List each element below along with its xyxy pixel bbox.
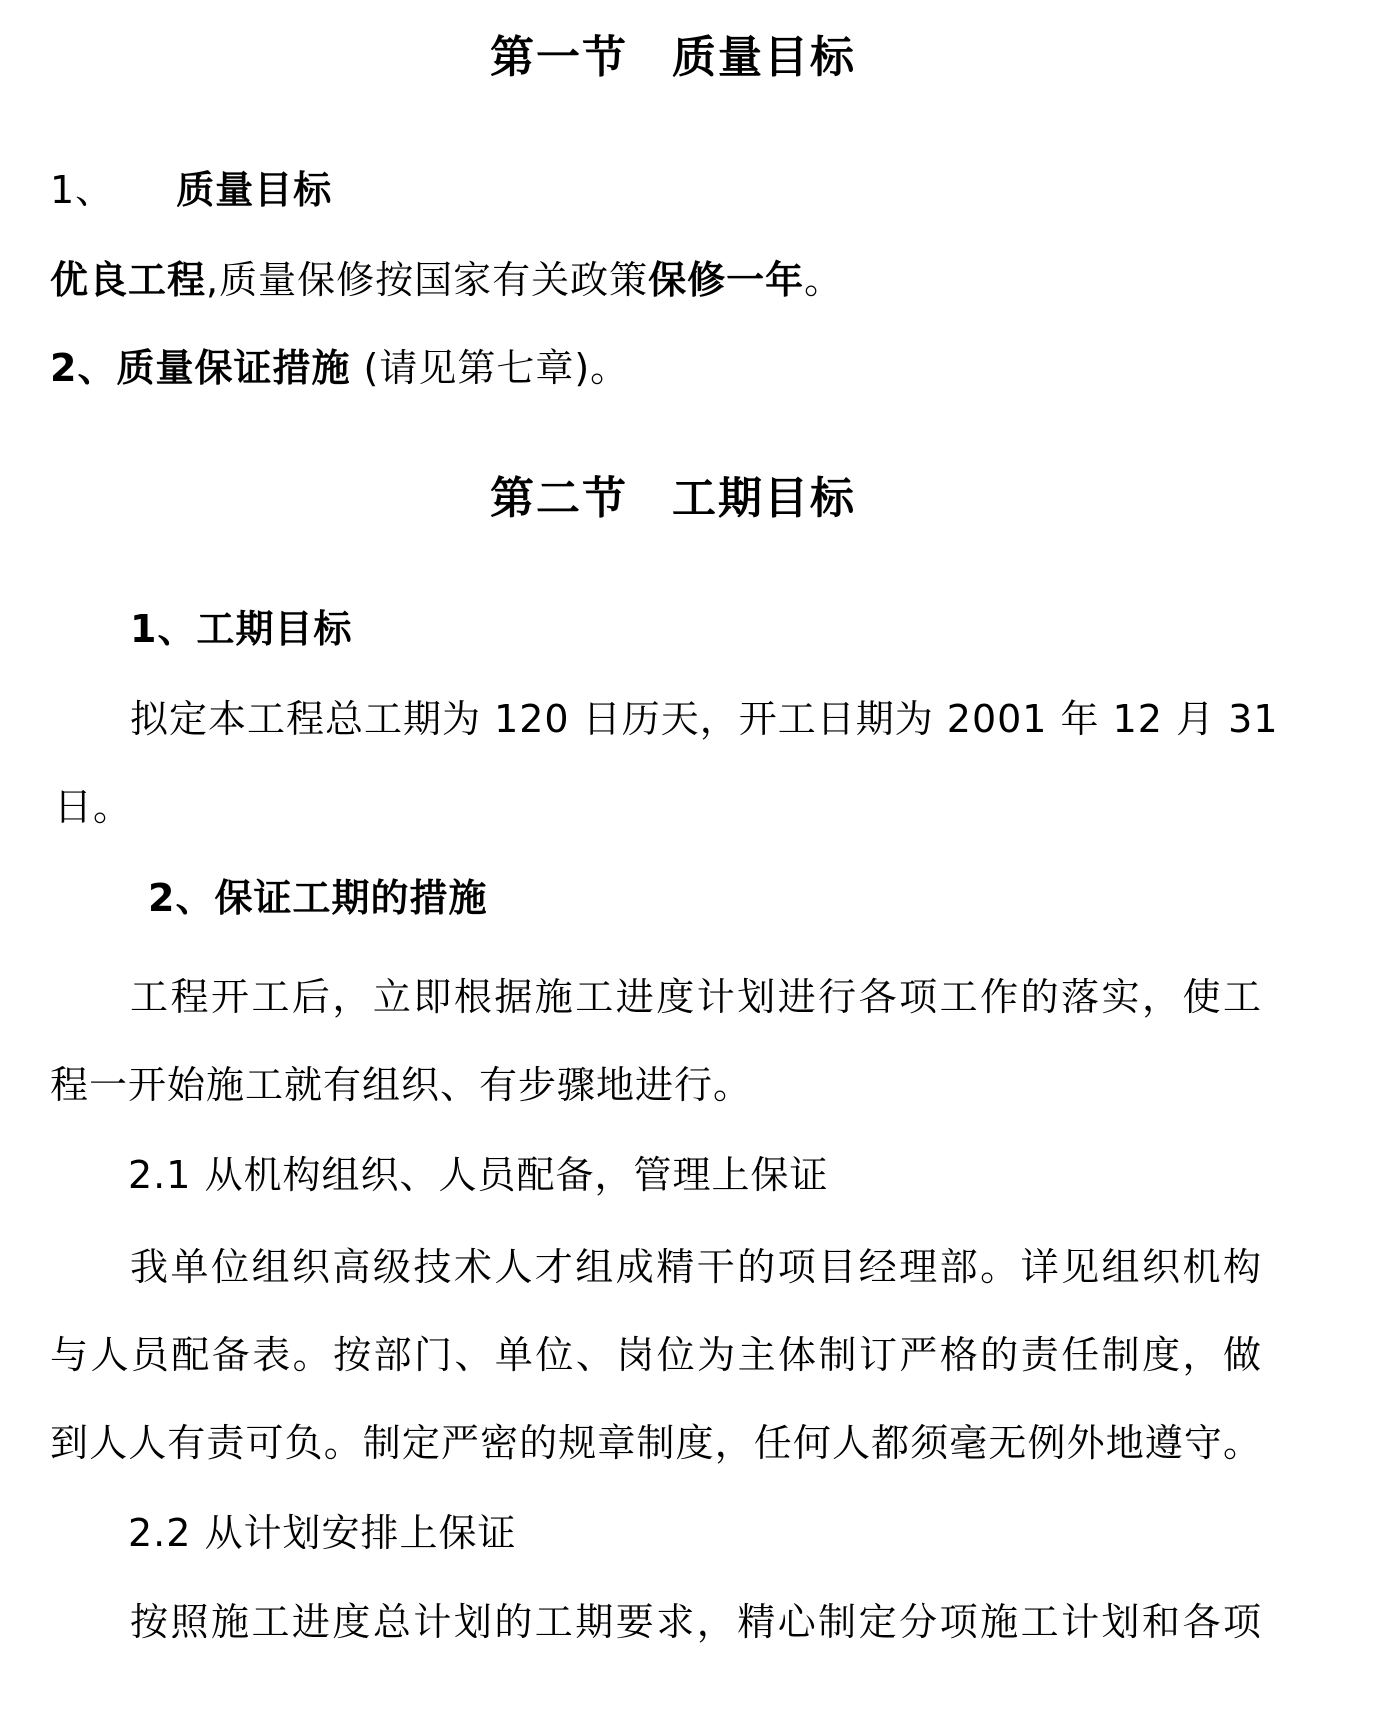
section2-item2-para-line1: 工程开工后，立即根据施工进度计划进行各项工作的落实，使工 — [130, 975, 1262, 1019]
section1-item1-end: 。 — [804, 258, 844, 302]
section2-sub22-para-line1: 按照施工进度总计划的工期要求，精心制定分项施工计划和各项 — [130, 1600, 1262, 1644]
section1-item1-heading — [50, 168, 332, 212]
section2-item1-para-line2: 日。 — [54, 785, 133, 829]
section2-item1-para-line1: 拟定本工程总工期为 120 日历天，开工日期为 2001 年 12 月 31 — [130, 697, 1279, 741]
section2-sub21-para-line2: 与人员配备表。按部门、单位、岗位为主体制订严格的责任制度，做 — [50, 1333, 1262, 1377]
section1-item1-bold-a: 优良工程 — [50, 258, 207, 302]
section1-item1-number: 1、 — [50, 168, 115, 212]
section1-item1-text — [50, 258, 843, 302]
section2-sub21-para-line3: 到人人有责可负。制定严密的规章制度，任何人都须毫无例外地遵守。 — [50, 1421, 1262, 1465]
section1-item1-normal: ,质量保修按国家有关政策 — [206, 258, 649, 302]
section1-item2-note: (请见第七章)。 — [350, 346, 630, 390]
section2-sub21-heading: 2.1 从机构组织、人员配备，管理上保证 — [128, 1153, 829, 1197]
section1-heading — [490, 33, 856, 83]
section2-number: 第二节 — [490, 473, 628, 524]
section2-heading — [490, 474, 856, 524]
section1-item2-heading — [50, 346, 629, 390]
section1-title: 质量目标 — [672, 32, 856, 83]
section2-item1-heading: 1、工期目标 — [130, 607, 353, 651]
section2-item2-heading: 2、保证工期的措施 — [148, 876, 488, 920]
section1-item1-bold-b: 保修一年 — [648, 258, 805, 302]
section2-item2-para-line2: 程一开始施工就有组织、有步骤地进行。 — [50, 1063, 753, 1107]
section2-sub21-para-line1: 我单位组织高级技术人才组成精干的项目经理部。详见组织机构 — [130, 1245, 1262, 1289]
section1-item1-title: 质量目标 — [176, 168, 333, 212]
section1-number: 第一节 — [490, 32, 628, 83]
section1-item2-title: 2、质量保证措施 — [50, 346, 351, 390]
section2-title: 工期目标 — [672, 473, 856, 524]
section2-sub22-heading: 2.2 从计划安排上保证 — [128, 1511, 517, 1555]
